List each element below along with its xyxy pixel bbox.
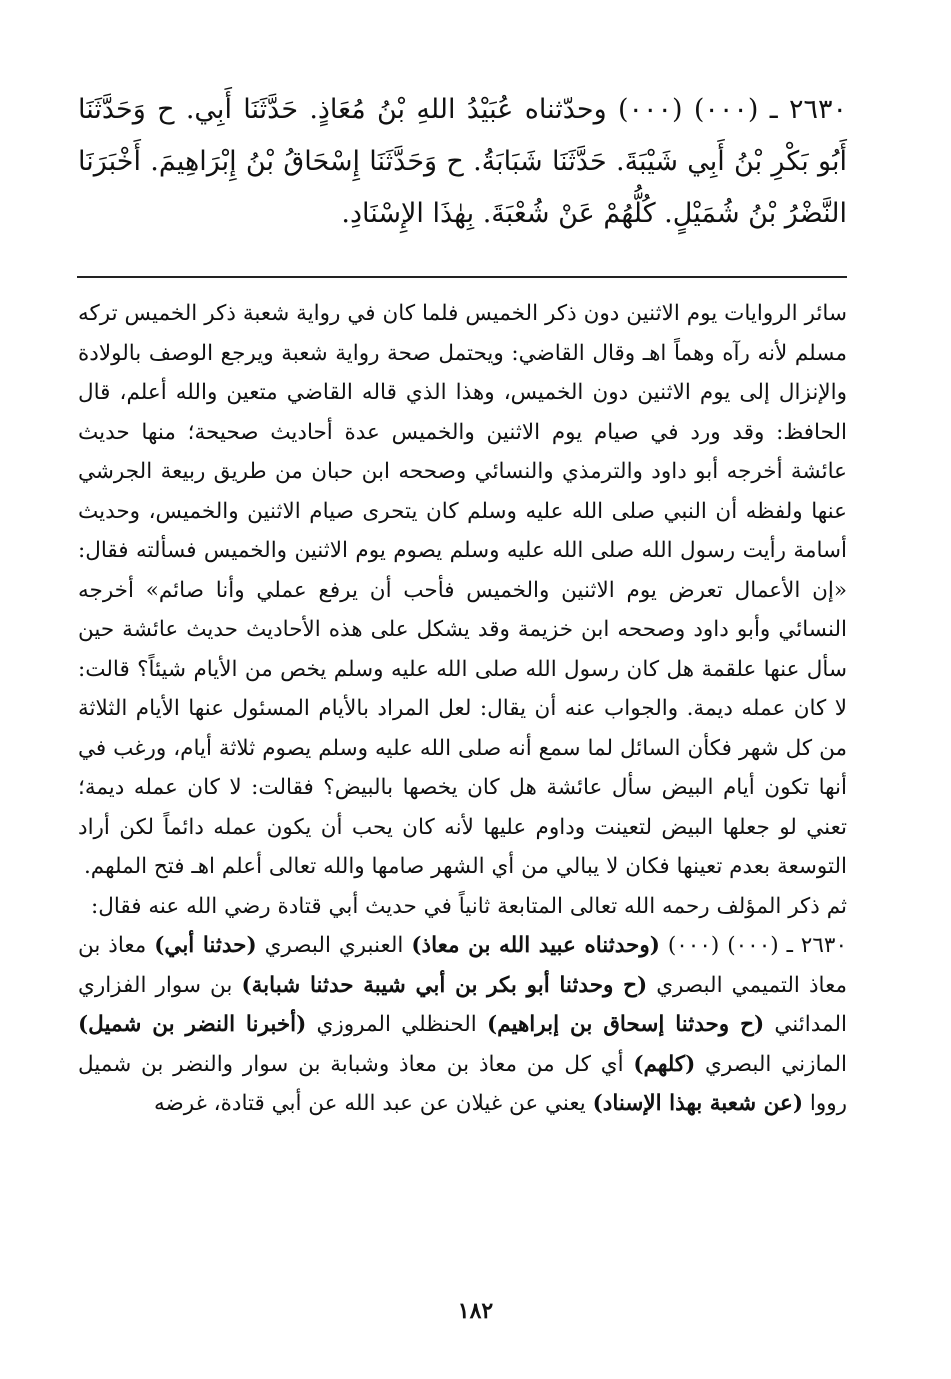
- explanation-segment-bold: (ح وحدثنا إسحاق بن إبراهيم): [486, 1012, 765, 1037]
- explanation-paragraph: [78, 926, 847, 1124]
- explanation-segment: معاذ بن معاذ التميمي البصري: [78, 933, 847, 998]
- explanation-segment-bold: (ح وحدثنا أبو بكر بن أبي شيبة حدثنا شبابة): [241, 972, 648, 998]
- commentary-paragraph: سائر الروايات يوم الاثنين دون ذكر الخميس فلما كان في رواية شعبة ذكر الخميس تركه مسلم لأنه رآه وهماً اهـ وقال القاضي: ويحتمل صحة رواية شعبة ويرجع الوصف بالولادة والإنزال إلى يوم الاثنين دون الخميس، وهذا الذي قاله القاضي متعين والله أعلم، قال الحافظ: وقد ورد في صيام يوم الاثنين والخميس عدة أحاديث صحيحة؛ منها حديث عائشة أخرجه أبو داود والترمذي والنسائي وصححه ابن حبان من طريق ربيعة الجرشي عنها ولفظه أن النبي صلى الله عليه وسلم كان يتحرى صيام الاثنين والخميس، وحديث أسامة رأيت رسول الله صلى الله عليه وسلم يصوم يوم الاثنين والخميس فسألته فقال: «إن الأعمال تعرض يوم الاثنين والخميس فأحب أن يرفع عملي وأنا صائم» أخرجه النسائي وأبو داود وصححه ابن خزيمة وقد يشكل على هذه الأحاديث حديث عائشة حين سأل عنها علقمة هل كان رسول الله صلى الله عليه وسلم يخص من الأيام شيئاً؟ قالت: لا كان عمله ديمة. والجواب عنه أن يقال: لعل المراد بالأيام المسئول عنها الأيام الثلاثة من كل شهر فكأن السائل لما سمع أنه صلى الله عليه وسلم يصوم ثلاثة أيام، ورغب في أنها تكون أيام البيض سأل عائشة هل كان يخصها بالبيض؟ فقالت: لا كان عمله ديمة؛ تعني لو جعلها البيض لتعينت وداوم عليها لأنه كان يحب أن يكون عمله دائماً لكن أراد التوسعة بعدم تعينها فكان لا يبالي من أي الشهر صامها والله تعالى أعلم اهـ فتح الملهم.: [78, 301, 847, 879]
- explanation-segment-bold: (وحدثناه عبيد الله بن معاذ): [411, 933, 660, 958]
- explanation-segment: بن سوار الفزاري المدائني: [78, 972, 847, 1037]
- explanation-segment-bold: (حدثنا أبي): [154, 933, 257, 958]
- explanation-segment: العنبري البصري: [256, 933, 412, 958]
- footnote-divider: [77, 276, 847, 278]
- explanation-segment: يعني عن غيلان عن عبد الله عن أبي قتادة، غرضه: [153, 1091, 593, 1116]
- explanation-segment: الحنظلي المروزي: [306, 1012, 487, 1037]
- explanation-segment: المازني البصري: [695, 1051, 847, 1077]
- explanation-segment-bold: (كلهم): [633, 1051, 696, 1077]
- hadith-main-text: ٢٦٣٠ ـ (٠٠٠) (٠٠٠) وحدّثناه عُبَيْدُ اللهِ بْنُ مُعَاذٍ. حَدَّثَنَا أَبِي. ح وَحَدَّثَنَا أَبُو بَكْرِ بْنُ أَبِي شَيْبَةَ. حَدَّثَنَا شَبَابَةُ. ح وَحَدَّثَنَا إِسْحَاقُ بْنُ إِبْرَاهِيمَ. أَخْبَرَنَا النَّضْرُ بْنُ شُمَيْلٍ. كُلُّهُمْ عَنْ شُعْبَةَ. بِهٰذَا الإِسْنَادِ.: [78, 94, 847, 229]
- followup-paragraph: ثم ذكر المؤلف رحمه الله تعالى المتابعة ثانياً في حديث أبي قتادة رضي الله عنه فقال:: [91, 893, 847, 919]
- explanation-segment-bold: (عن شعبة بهذا الإسناد): [592, 1091, 804, 1116]
- page-number: ١٨٢: [457, 1298, 494, 1324]
- explanation-segment-bold: (أخبرنا النضر بن شميل): [78, 1012, 307, 1037]
- explanation-segment: ٢٦٣٠ ـ (٠٠٠) (٠٠٠): [659, 933, 847, 958]
- commentary-section: [78, 294, 847, 1124]
- explanation-segment: أي كل من معاذ بن معاذ وشبابة بن سوار والنضر بن شميل رووا: [78, 1051, 847, 1116]
